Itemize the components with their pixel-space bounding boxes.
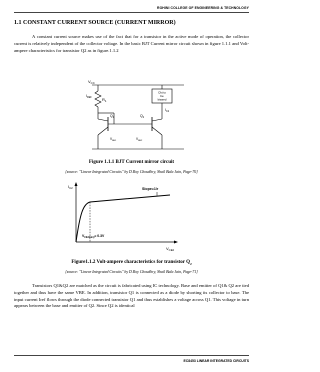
- svg-text:VCE2(min)= 0.3V: $V_{CE2(min)}= 0.3V$: [82, 234, 105, 239]
- figure2-source: [source: "Linear Integrated Circuits" by D.Roy Choudhry, Shail Bala Jain, Page-71]: [65, 270, 198, 274]
- vcc-label: $V_{CC}$: [88, 79, 95, 85]
- header-divider: [14, 12, 249, 13]
- svg-text:VBE1: $V_{BE1}$: [110, 137, 117, 142]
- svg-text:be: be: [160, 94, 164, 98]
- svg-text:Q2: $Q_2$: [140, 114, 145, 119]
- footer-course: EC8453 LINEAR INTEGRATED CIRCUITS: [183, 359, 249, 363]
- footer-divider: [14, 355, 249, 356]
- figure1-source: [source: "Linear Integrated Circuits" by D.Roy Choudhry, Shail Bala Jain, Page-70]: [65, 170, 198, 174]
- section-title: 1.1 CONSTANT CURRENT SOURCE (CURRENT MIRROR): [14, 20, 176, 26]
- svg-text:R1: $R_1$: [102, 97, 107, 103]
- header-college: ROHINI COLLEGE OF ENGINEERING & TECHNOLOGY: [157, 6, 249, 10]
- svg-text:Q1: $Q_1$: [110, 114, 115, 119]
- svg-text:IC2: $I_{C2}$: [68, 184, 73, 190]
- paragraph-explanation: Transistors Q1&Q2 are matched as the circuit is fabricated using IC technology. Base and emitter of Q1& Q2 are tied together and thus have the same VBE. In addition, transistor Q1 is connected as a diode by shorting its collector to base. The input current Iref flows through the diode connected transistor Q1 and thus establishes a voltage across Q1. This voltage in turn appears between the base and emitter of Q2. Since Q2 is identical: [14, 283, 249, 309]
- svg-text:VBE2: $V_{BE2}$: [136, 137, 143, 142]
- paragraph-intro: A constant current source makes use of the fact that for a transistor in the active mode of operation, the collector current is relatively independent of the collector voltage. In the basic BJT Current mirror circuit shown in figure 1.1.1 and Volt-ampere characteristics for transistor Q2 as in figure.1.1.2: [14, 34, 249, 53]
- svg-text:Ckt to: Ckt to: [158, 90, 166, 95]
- svg-text:Slope=1/r: Slope=1/r: [142, 187, 159, 191]
- current-mirror-circuit-diagram: [84, 77, 195, 159]
- svg-text:biased: biased: [157, 97, 167, 102]
- svg-text:IC2: $I_{C2}$: [165, 108, 170, 113]
- figure2-caption: Figure1.1.2 Volt-ampere characteristics for transistor $Q_2$: [71, 260, 192, 266]
- figure1-caption: Figure 1.1.1 BJT Current mirror circuit: [88, 160, 175, 165]
- svg-text:IREF: $I_{REF}$: [86, 94, 92, 99]
- volt-ampere-characteristics-plot: [62, 180, 182, 254]
- svg-text:VCE2: $V_{CE2}$: [166, 246, 175, 252]
